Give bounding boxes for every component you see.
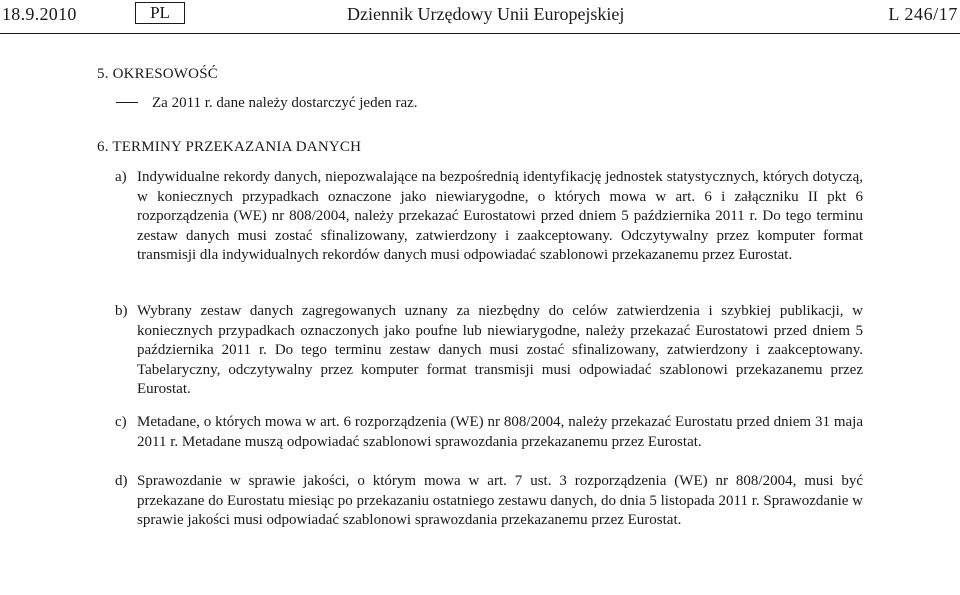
page-header — [0, 0, 960, 34]
journal-title: Dziennik Urzędowy Unii Europejskiej — [347, 4, 625, 24]
list-item-b — [115, 302, 863, 400]
section-5-heading: 5. OKRESOWOŚĆ — [97, 66, 218, 82]
em-dash-icon — [116, 102, 138, 103]
language-badge: PL — [135, 2, 185, 24]
list-item-a — [115, 168, 863, 266]
header-date: 18.9.2010 — [2, 4, 77, 24]
section-5-dash-text: Za 2011 r. dane należy dostarczyć jeden raz. — [152, 95, 418, 111]
list-item-text: Indywidualne rekordy danych, niepozwalające na bezpośrednią identyfikację jednostek statystycznych, których dotyczą, w koniecznych przypadkach oznaczone jako niewiarygodne, o których mowa w art. 6 i załączniku II pkt 6 rozporządzenia (WE) nr 808/2004, należy przekazać Eurostatowi przed dniem 5 października 2011 r. Do tego terminu zestaw danych musi zostać sfinalizowany, zatwierdzony i zaakceptowany. Odczytywalny przez komputer format transmisji dla indywidualnych rekordów danych musi odpowiadać szablonowi przekazanemu przez Eurostat. — [137, 169, 863, 264]
list-item-text: Sprawozdanie w sprawie jakości, o którym mowa w art. 7 ust. 3 rozporządzenia (WE) nr 808/2004, musi być przekazane do Eurostatu miesiąc po przekazaniu ostatniego zestawu danych, do dnia 5 listopada 2011 r. Sprawozdanie w sprawie jakości musi odpowiadać szablonowi sprawozdania przekazanemu przez Eurostat. — [137, 473, 863, 529]
section-6-heading: 6. TERMINY PRZEKAZANIA DANYCH — [97, 139, 362, 155]
list-item-c — [115, 413, 863, 452]
header-divider — [0, 33, 960, 34]
section-5-dash-item — [116, 95, 418, 112]
list-marker: b) — [115, 303, 128, 319]
page-reference: L 246/17 — [888, 4, 958, 24]
list-item-d — [115, 472, 863, 531]
list-marker: c) — [115, 414, 127, 430]
list-item-text: Wybrany zestaw danych zagregowanych uznany za niezbędny do celów zatwierdzenia i szybkiej publikacji, w koniecznych przypadkach oznaczonych jako poufne lub niewiarygodne, należy przekazać Eurostatowi przed dniem 5 października 2011 r. Do tego terminu zestaw danych musi zostać sfinalizowany, zatwierdzony i zaakceptowany. Tabelaryczny, odczytywalny przez komputer format transmisji musi odpowiadać szablonowi przekazanemu przez Eurostat. — [137, 303, 863, 398]
list-item-text: Metadane, o których mowa w art. 6 rozporządzenia (WE) nr 808/2004, należy przekazać Eurostatu przed dniem 31 maja 2011 r. Metadane muszą odpowiadać szablonowi sprawozdania przekazanemu przez Eurostat. — [137, 414, 863, 450]
list-marker: d) — [115, 473, 128, 489]
list-marker: a) — [115, 169, 127, 185]
